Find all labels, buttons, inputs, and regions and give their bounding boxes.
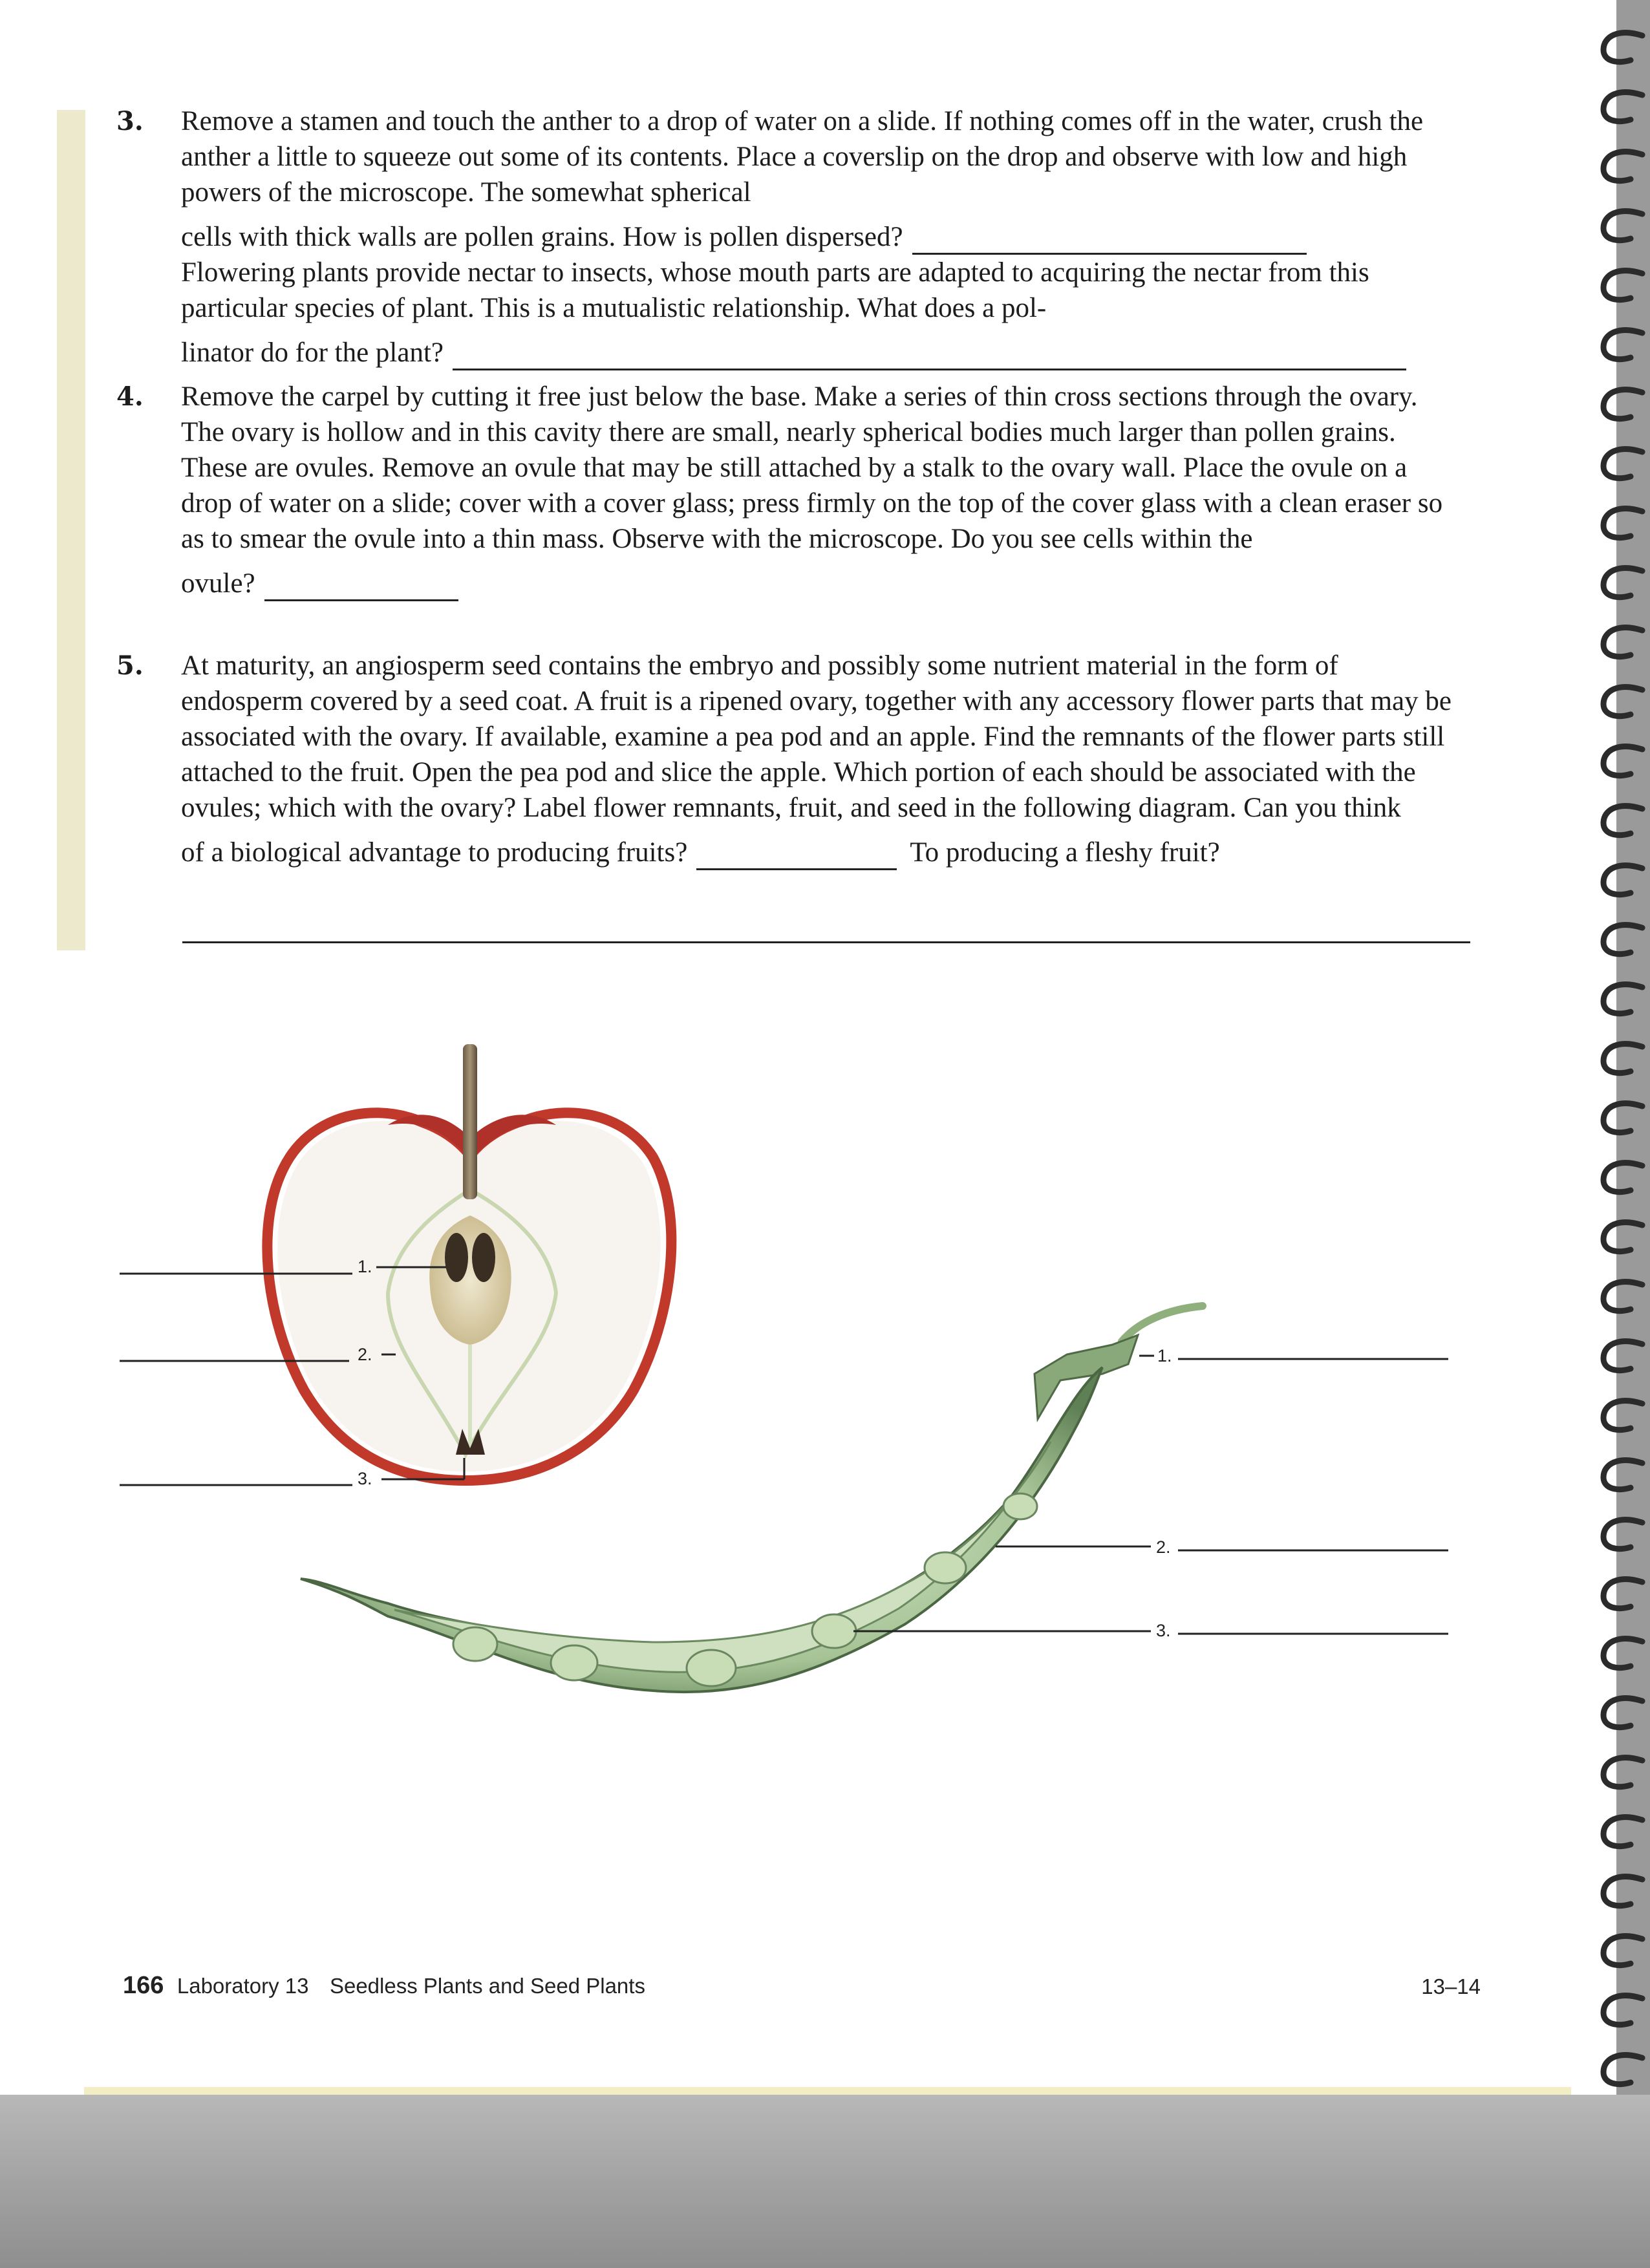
binding-coil	[1603, 509, 1642, 538]
apple-label-2: 2.	[358, 1345, 372, 1364]
question-number: 3.	[116, 106, 144, 136]
binding-coil	[1603, 1460, 1642, 1490]
spiral-binding	[1592, 0, 1650, 2095]
binding-coil	[1603, 1342, 1642, 1371]
binding-coil	[1603, 1579, 1642, 1609]
apple-label-1: 1.	[358, 1257, 372, 1276]
question-text: To producing a fleshy fruit?	[910, 837, 1220, 868]
binding-coil	[1603, 1401, 1642, 1430]
binding-coil	[1603, 568, 1642, 597]
pea-seed	[812, 1614, 856, 1648]
question-text: Remove a stamen and touch the anther to a drop of water on a slide. If nothing comes off in the water, crush the anther a little to squeeze out some of its contents. Place a coverslip on the drop and observe with low and high powers of the microscope. The somewhat spherical	[181, 106, 1424, 208]
question-text: of a biological advantage to producing fruits?	[181, 837, 688, 868]
pea-seed	[925, 1552, 966, 1583]
binding-coil	[1603, 1817, 1642, 1846]
question-text: Remove the carpel by cutting it free just below the base. Make a series of thin cross sections through the ovary. The ovary is hollow and in this cavity there are small, nearly spherical bodies much larger than pollen grains. These are ovules. Remove an ovule that may be still attached by a stalk to the ovary wall. Place the ovule on a drop of water on a slide; cover with a cover glass; press firmly on the top of the cover glass with a clean eraser so as to smear the ovule into a thin mass. Observe with the microscope. Do you see cells within the	[181, 381, 1443, 554]
binding-coil	[1603, 1758, 1642, 1787]
apple-seed	[472, 1233, 495, 1282]
binding-coil	[1603, 925, 1642, 954]
binding-coil	[1603, 1163, 1642, 1192]
pea-seed	[687, 1650, 736, 1686]
pod-label-1: 1.	[1157, 1346, 1172, 1365]
binding-coil	[1603, 2055, 1642, 2084]
question-text: At maturity, an angiosperm seed contains the embryo and possibly some nutrient material in the form of endosperm covered by a seed coat. A fruit is a ripened ovary, together with any accessory flower parts that may be associated with the ovary. If available, examine a pea pod and an apple. Find the remnants of the flower parts still attached to the fruit. Open the pea pod and slice the apple. Which portion of each should be associated with the ovules; which with the ovary? Label flower remnants, fruit, and seed in the following diagram. Can you think	[181, 650, 1452, 823]
apple-cross-section	[267, 1044, 671, 1481]
question-text: cells with thick walls are pollen grains. How is pollen dispersed?	[181, 222, 903, 252]
binding-coil	[1603, 1044, 1642, 1073]
question-number: 5.	[116, 650, 144, 681]
pea-seed	[551, 1645, 597, 1680]
pea-seed	[453, 1627, 497, 1661]
pea-seed	[1003, 1493, 1037, 1519]
apple-seed	[445, 1233, 468, 1282]
apple-label-3: 3.	[358, 1469, 372, 1488]
binding-coil	[1603, 211, 1642, 241]
page-footer	[123, 1972, 1481, 2000]
apple-stem	[463, 1044, 477, 1199]
page-number: 166	[123, 1972, 164, 1999]
page-code: 13–14	[1421, 1974, 1481, 1998]
binding-coil	[1603, 152, 1642, 181]
binding-coil	[1603, 1877, 1642, 1906]
apple-central-vascular-line	[468, 1345, 472, 1448]
binding-coil	[1603, 806, 1642, 835]
binding-coil	[1603, 866, 1642, 895]
lab-title: Seedless Plants and Seed Plants	[329, 1974, 645, 1998]
lab-number: Laboratory 13	[177, 1974, 309, 1998]
binding-coil	[1603, 1639, 1642, 1668]
binding-coil	[1603, 1223, 1642, 1252]
binding-coil	[1603, 390, 1642, 419]
binding-coil	[1603, 628, 1642, 657]
question-number: 4.	[116, 381, 144, 412]
binding-coil	[1603, 330, 1642, 359]
binding-coil	[1603, 33, 1642, 62]
binding-coil	[1603, 449, 1642, 478]
pod-label-2: 2.	[1156, 1537, 1171, 1557]
question-text: ovule?	[181, 568, 255, 599]
binding-coil	[1603, 271, 1642, 300]
binding-coil	[1603, 687, 1642, 716]
scanner-background	[0, 2095, 1650, 2268]
pod-label-3: 3.	[1156, 1621, 1171, 1640]
binding-coil	[1603, 985, 1642, 1014]
binding-coil	[1603, 92, 1642, 122]
binding-coil	[1603, 1104, 1642, 1133]
question-text: Flowering plants provide nectar to insects, whose mouth parts are adapted to acquiring the nectar from this particular species of plant. This is a mutualistic relationship. What does a pol-	[181, 257, 1369, 323]
binding-coil	[1603, 1282, 1642, 1311]
binding-coil	[1603, 1698, 1642, 1728]
binding-coil	[1603, 1936, 1642, 1965]
binding-coil	[1603, 1996, 1642, 2025]
question-text: linator do for the plant?	[181, 337, 444, 368]
binding-coil	[1603, 1520, 1642, 1549]
binding-coil	[1603, 747, 1642, 776]
